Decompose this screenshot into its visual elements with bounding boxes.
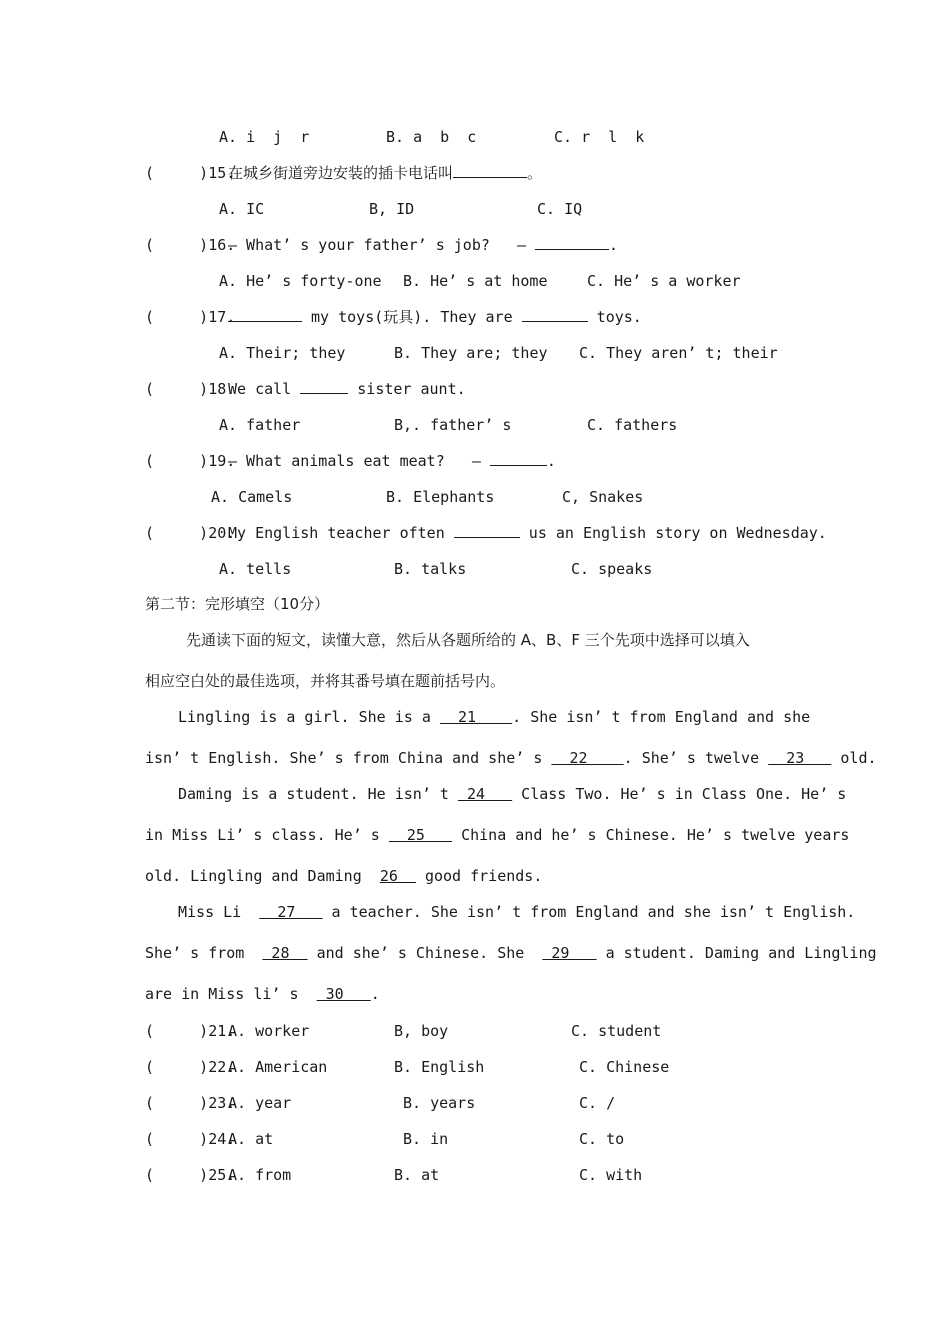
q19-stem (228, 451, 556, 471)
q18-blank (300, 379, 348, 394)
passage-text: . She isn’ t from England and she (512, 708, 811, 726)
q23-option-a: A. year (228, 1094, 292, 1112)
q22-option-c: C. Chinese (579, 1058, 670, 1076)
q23-number: ( )23. (145, 1094, 236, 1112)
q18-number: ( )18. (145, 380, 236, 398)
blank-25: 25 (388, 826, 453, 844)
passage-text: good friends. (415, 867, 543, 885)
q19-option-a: A. Camels (211, 488, 293, 506)
blank-29: 29 (542, 944, 597, 962)
section-instruction-line-2: 相应空白处的最佳选项，并将其番号填在题前括号内。 (145, 672, 506, 690)
passage-text: old. (831, 749, 877, 767)
passage-text: Daming is a student. He isn’ t (178, 785, 458, 803)
q17-blank-1 (228, 307, 302, 322)
q19-stem-before: — What animals eat meat? — (228, 452, 490, 470)
passage-text: old. Lingling and Daming (145, 867, 380, 885)
q20-option-a: A. tells (219, 560, 292, 578)
passage-text: . She’ s twelve (623, 749, 769, 767)
q23-option-b: B. years (403, 1094, 476, 1112)
q22-number: ( )22. (145, 1058, 236, 1076)
passage-line-2 (145, 748, 877, 768)
passage-line-4 (145, 825, 849, 845)
q20-option-b: B. talks (394, 560, 467, 578)
q15-option-a: A. IC (219, 200, 265, 218)
q24-option-b: B. in (403, 1130, 449, 1148)
q18-option-b: B,. father’ s (394, 416, 512, 434)
blank-21: 21 (439, 708, 513, 726)
passage-text: Miss Li (178, 903, 260, 921)
q19-option-c: C, Snakes (562, 488, 644, 506)
q25-option-b: B. at (394, 1166, 440, 1184)
q14-option-c: C. r l k (554, 128, 645, 146)
q20-stem-after: us an English story on Wednesday. (519, 524, 827, 542)
passage-line-1 (178, 707, 810, 727)
q25-option-a: A. from (228, 1166, 292, 1184)
passage-text: . (370, 985, 380, 1003)
passage-line-3 (178, 784, 846, 804)
q17-option-c: C. They aren’ t; their (579, 344, 778, 362)
passage-text: She’ s from (145, 944, 263, 962)
q18-stem (228, 379, 466, 399)
q19-option-b: B. Elephants (386, 488, 495, 506)
section-heading: 第二节：完形填空（10分） (145, 595, 330, 613)
passage-text: a student. Daming and Lingling (596, 944, 877, 962)
q22-option-b: B. English (394, 1058, 485, 1076)
q15-option-c: C. IQ (537, 200, 583, 218)
q16-blank (535, 235, 609, 250)
passage-text: and she’ s Chinese. She (307, 944, 543, 962)
section-instruction-line-1: 先通读下面的短文，读懂大意，然后从各题所给的 A、B、F 三个先项中选择可以填入 (186, 631, 750, 649)
q16-number: ( )16. (145, 236, 236, 254)
q21-option-c: C. student (571, 1022, 662, 1040)
q16-stem-before: — What’ s your father’ s job? — (228, 236, 536, 254)
blank-28: 28 (262, 944, 308, 962)
q22-option-a: A. American (228, 1058, 328, 1076)
q20-stem-before: My English teacher often (228, 524, 454, 542)
q17-option-b: B. They are; they (394, 344, 548, 362)
blank-26: 26 (379, 867, 416, 885)
q19-stem-after: . (546, 452, 556, 470)
q18-option-c: C. fathers (587, 416, 678, 434)
q20-stem (228, 523, 827, 543)
q19-number: ( )19. (145, 452, 236, 470)
passage-line-7 (145, 943, 877, 963)
passage-text: are in Miss li’ s (145, 985, 317, 1003)
q20-number: ( )20. (145, 524, 236, 542)
blank-23: 23 (768, 749, 832, 767)
q17-stem-mid: my toys(玩具). They are (302, 308, 522, 326)
blank-24: 24 (457, 785, 513, 803)
q20-option-c: C. speaks (571, 560, 653, 578)
passage-text: China and he’ s Chinese. He’ s twelve years (452, 826, 850, 844)
passage-line-8 (145, 984, 380, 1004)
q16-option-c: C. He’ s a worker (587, 272, 741, 290)
q17-stem-after: toys. (587, 308, 642, 326)
passage-text: isn’ t English. She’ s from China and she’ s (145, 749, 552, 767)
q18-stem-before: We call (228, 380, 301, 398)
passage-text: Class Two. He’ s in Class One. He’ s (512, 785, 847, 803)
q15-stem-after: 。 (527, 164, 543, 182)
q15-number: ( )15. (145, 164, 236, 182)
q14-option-b: B. a b c (386, 128, 477, 146)
q19-blank (490, 451, 547, 466)
q14-option-a: A. i j r (219, 128, 310, 146)
q24-option-a: A. at (228, 1130, 274, 1148)
q24-number: ( )24. (145, 1130, 236, 1148)
q21-option-a: A. worker (228, 1022, 310, 1040)
q15-option-b: B, ID (369, 200, 415, 218)
q21-number: ( )21. (145, 1022, 236, 1040)
q15-blank (453, 163, 527, 178)
q25-option-c: C. with (579, 1166, 643, 1184)
passage-text: in Miss Li’ s class. He’ s (145, 826, 389, 844)
q17-blank-2 (522, 307, 588, 322)
q17-option-a: A. Their; they (219, 344, 346, 362)
passage-text: a teacher. She isn’ t from England and she isn’ t English. (322, 903, 856, 921)
passage-line-6 (178, 902, 855, 922)
q18-option-a: A. father (219, 416, 301, 434)
q16-stem (228, 235, 618, 255)
blank-27: 27 (259, 903, 323, 921)
q16-stem-after: . (609, 236, 619, 254)
q23-option-c: C. / (579, 1094, 616, 1112)
q15-stem-before: 在城乡街道旁边安装的插卡电话叫 (228, 164, 454, 182)
passage-line-5 (145, 866, 542, 886)
q21-option-b: B, boy (394, 1022, 449, 1040)
blank-22: 22 (551, 749, 624, 767)
blank-30: 30 (316, 985, 371, 1003)
q24-option-c: C. to (579, 1130, 625, 1148)
q25-number: ( )25. (145, 1166, 236, 1184)
q15-stem (228, 163, 542, 183)
q17-number: ( )17. (145, 308, 236, 326)
q16-option-b: B. He’ s at home (403, 272, 548, 290)
q20-blank (454, 523, 520, 538)
q18-stem-after: sister aunt. (348, 380, 466, 398)
q16-option-a: A. He’ s forty-one (219, 272, 382, 290)
q17-stem (228, 307, 642, 327)
passage-text: Lingling is a girl. She is a (178, 708, 440, 726)
